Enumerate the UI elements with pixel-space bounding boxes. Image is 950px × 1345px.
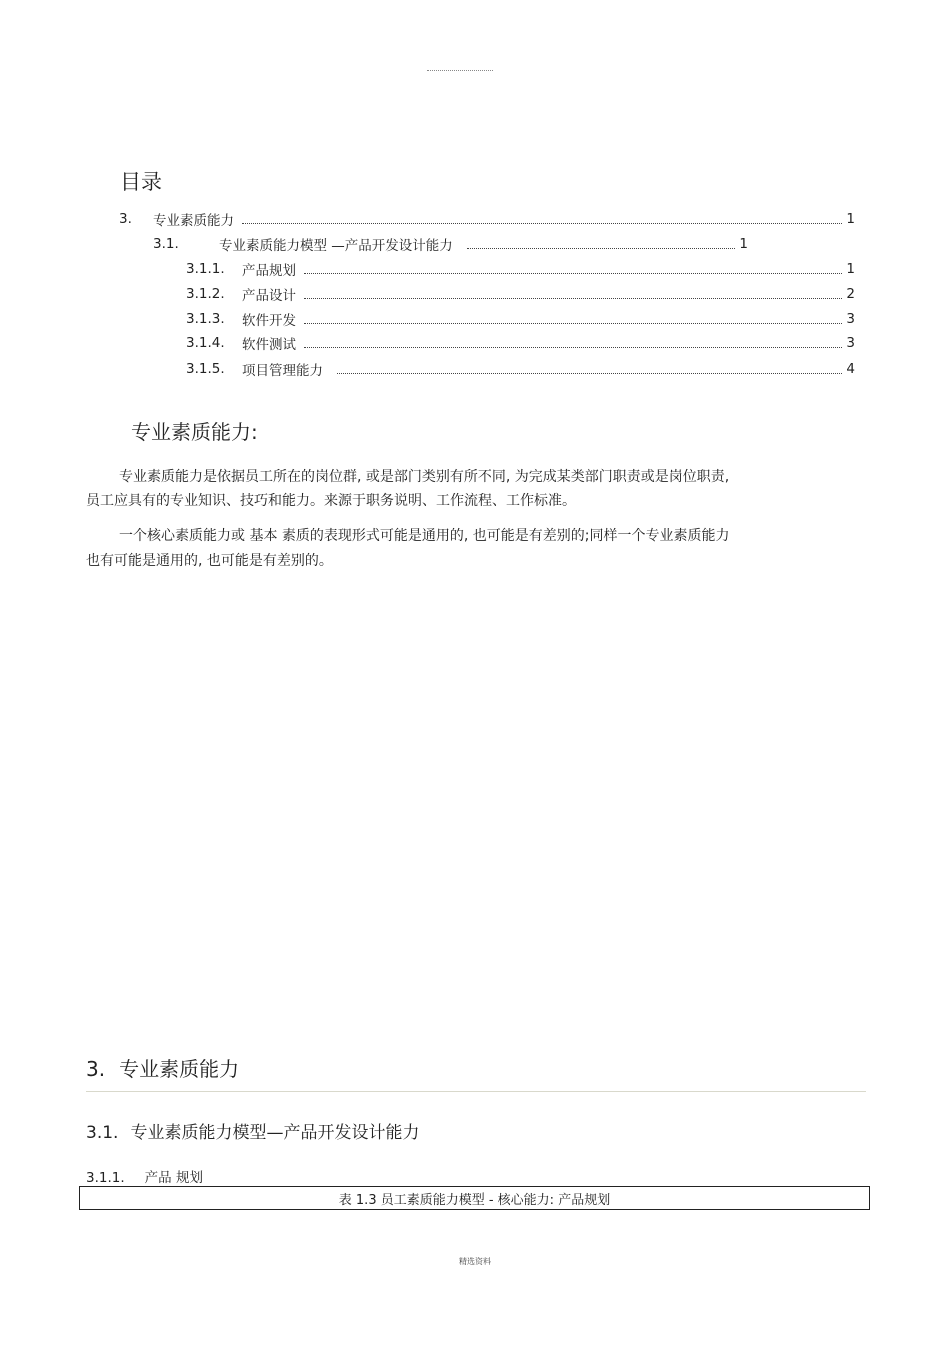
toc-entry-number: 3.1.5. xyxy=(186,361,225,377)
toc-title: 目录 xyxy=(120,170,162,194)
toc-entry-page: 2 xyxy=(846,286,855,302)
subsubsection-number: 3.1.1. xyxy=(86,1170,125,1186)
subsection-heading xyxy=(86,1118,419,1143)
header-rule xyxy=(427,70,493,71)
section-divider xyxy=(86,1091,866,1092)
toc-entry-page: 3 xyxy=(846,335,855,351)
table-caption-box xyxy=(79,1186,870,1210)
toc-entry[interactable] xyxy=(153,234,748,254)
subsubsection-title: 产品 规划 xyxy=(144,1170,203,1186)
toc-entry[interactable] xyxy=(186,309,855,329)
toc-entry-number: 3.1. xyxy=(153,236,179,252)
toc-entry-label: 软件测试 xyxy=(242,337,296,353)
toc-entry[interactable] xyxy=(119,209,855,229)
toc-entry-page: 4 xyxy=(846,361,855,377)
intro-paragraph-1-line-1: 专业素质能力是依据员工所在的岗位群, 或是部门类别有所不同, 为完成某类部门职责或是岗位职责, xyxy=(119,469,730,485)
subsection-title: 专业素质能力模型—产品开发设计能力 xyxy=(130,1123,420,1143)
toc-entry-page: 1 xyxy=(846,261,855,277)
subsubsection-heading xyxy=(86,1166,203,1186)
section-heading xyxy=(86,1053,239,1082)
toc-leader-dots xyxy=(304,298,842,299)
toc-entry-number: 3.1.2. xyxy=(186,286,225,302)
toc-entry-number: 3. xyxy=(119,211,132,227)
toc-entry[interactable] xyxy=(186,359,855,379)
toc-leader-dots xyxy=(242,223,842,224)
toc-entry-page: 1 xyxy=(846,211,855,227)
section-number: 3. xyxy=(86,1057,106,1081)
toc-entry[interactable] xyxy=(186,333,855,353)
toc-entry-number: 3.1.1. xyxy=(186,261,225,277)
toc-entry-label: 产品设计 xyxy=(242,288,296,304)
intro-paragraph-2-line-1: 一个核心素质能力或 基本 素质的表现形式可能是通用的, 也可能是有差别的;同样一个专业素质能力 xyxy=(119,528,730,544)
subsection-number: 3.1. xyxy=(86,1123,119,1143)
toc-leader-dots xyxy=(304,323,842,324)
toc-leader-dots xyxy=(304,347,842,348)
toc-leader-dots xyxy=(467,248,736,249)
toc-entry-label: 专业素质能力模型 —产品开发设计能力 xyxy=(219,238,453,254)
toc-leader-dots xyxy=(304,273,842,274)
footer-text: 精选资料 xyxy=(459,1257,491,1266)
toc-entry[interactable] xyxy=(186,259,855,279)
toc-entry[interactable] xyxy=(186,284,855,304)
toc-entry-page: 3 xyxy=(846,311,855,327)
toc-entry-label: 软件开发 xyxy=(242,313,296,329)
toc-leader-dots xyxy=(337,373,842,374)
intro-paragraph-2-line-2: 也有可能是通用的, 也可能是有差别的。 xyxy=(86,553,333,569)
table-caption: 表 1.3 员工素质能力模型 - 核心能力: 产品规划 xyxy=(338,1192,611,1208)
intro-paragraph-1-line-2: 员工应具有的专业知识、技巧和能力。来源于职务说明、工作流程、工作标准。 xyxy=(86,493,576,509)
toc-entry-label: 专业素质能力 xyxy=(153,213,234,229)
toc-entry-label: 产品规划 xyxy=(242,263,296,279)
toc-entry-number: 3.1.4. xyxy=(186,335,225,351)
section-title: 专业素质能力 xyxy=(119,1057,240,1081)
intro-heading: 专业素质能力: xyxy=(131,420,258,444)
toc-entry-label: 项目管理能力 xyxy=(242,363,323,379)
toc-entry-number: 3.1.3. xyxy=(186,311,225,327)
toc-entry-page: 1 xyxy=(739,236,748,252)
